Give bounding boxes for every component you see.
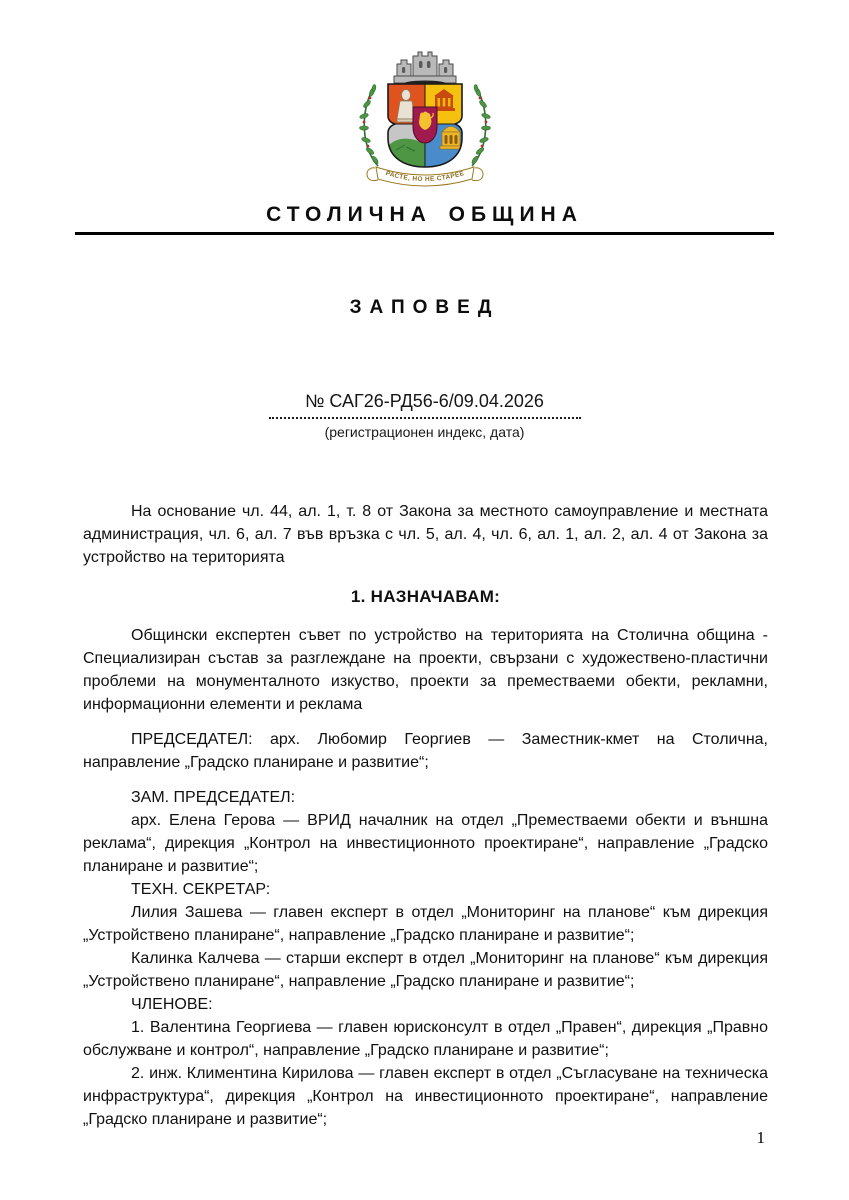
laurel-branch-icon [359,84,379,166]
mural-crown-icon [394,52,456,83]
lion-escutcheon-icon [413,107,437,143]
body-paragraph: На основание чл. 44, ал. 1, т. 8 от Закона за местното самоуправление и местната администрация, чл. 6, ал. 7 във връзка с чл. 5, ал. 4, чл. 6, ал. 1, ал. 2, ал. 4 от Закона за устройство на територията [83,503,768,566]
body-paragraph: Калинка Калчева — старши експерт в отдел „Мониторинг на планове“ към дирекция „Устройствено планиране“, направление „Градско планиране и развитие“; [83,950,768,990]
organization-name: СТОЛИЧНА ОБЩИНА [266,203,583,226]
header-divider-rule [75,232,774,235]
body-paragraph: ПРЕДСЕДАТЕЛ: арх. Любомир Георгиев — Заместник-кмет на Столична, направление „Градско планиране и развитие“; [83,731,768,771]
body-paragraph: Общински експертен съвет по устройство на територията на Столична община - Специализиран състав за разглеждане на проекти, свързани с художествено-пластични проблеми на монументалното изкуство, проекти за преместваеми обекти, рекламни, информационни елементи и реклама [83,627,768,713]
registration-dotted-line [269,416,581,419]
body-paragraph: арх. Елена Герова — ВРИД началник на отдел „Преместваеми обекти и външна реклама“, дирекция „Контрол на инвестиционното проектиране“, направление „Градско планиране и развитие“; [83,812,768,875]
body-paragraph: ЧЛЕНОВЕ: [131,996,213,1013]
registration-block [0,391,849,440]
emblem-motto: РАСТЕ, НО НЕ СТАРЕЕ [384,170,465,184]
body-paragraph: 1. Валентина Георгиева — главен юрисконсулт в отдел „Правен“, дирекция „Правно обслужване и контрол“, направление „Градско планиране и развитие“; [83,1019,768,1059]
registration-caption: (регистрационен индекс, дата) [324,424,525,440]
document-body [83,500,768,1131]
body-paragraph: ЗАМ. ПРЕДСЕДАТЕЛ: [131,789,296,806]
document-title: ЗАПОВЕД [349,297,500,318]
registration-number: № САГ26-РД56-6/09.04.2026 [305,391,544,411]
body-paragraph: 2. инж. Климентина Кирилова — главен експерт в отдел „Съгласуване на техническа инфраструктура“, дирекция „Контрол на инвестиционното проектиране“, направление „Градско планиране и развитие“; [83,1065,768,1128]
body-paragraph: Лилия Зашева — главен експерт в отдел „Мониторинг на планове“ към дирекция „Устройствено планиране“, направление „Градско планиране и развитие“; [83,904,768,944]
page-number: 1 [756,1128,765,1147]
sofia-coat-of-arms-icon [350,50,500,190]
section-heading: 1. НАЗНАЧАВАМ: [350,587,501,606]
motto-ribbon-icon [367,167,483,186]
document-header [0,0,849,235]
body-paragraph: ТЕХН. СЕКРЕТАР: [131,881,271,898]
